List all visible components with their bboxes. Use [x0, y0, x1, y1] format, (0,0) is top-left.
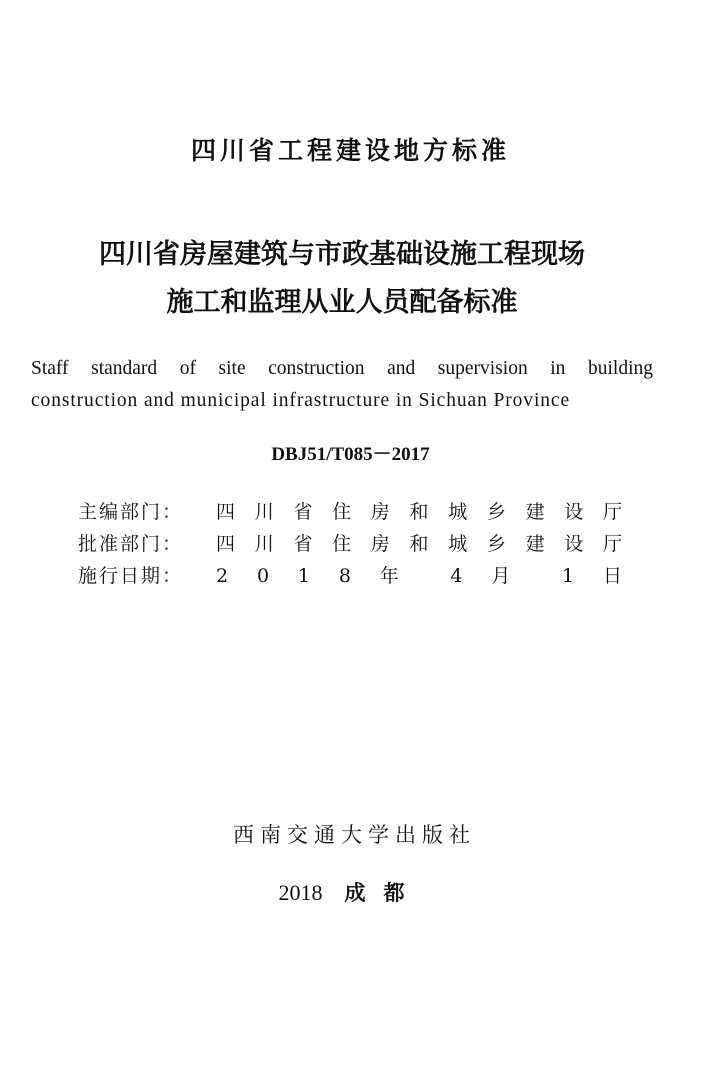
info-label: 施行日期：: [78, 565, 184, 587]
document-title-line-1: 四川省房屋建筑与市政基础设施工程现场: [99, 239, 585, 270]
info-value: 四 川 省 住 房 和 城 乡 建 设 厅: [216, 533, 622, 555]
series-title: 四川省工程建设地方标准: [190, 136, 510, 165]
document-title-line-2: 施工和监理从业人员配备标准: [166, 287, 518, 318]
publication-line: [0, 876, 701, 910]
publication-city: 成都: [344, 881, 423, 905]
publication-year: 2018: [278, 880, 323, 905]
english-title-line-2: construction and municipal infrastructure in Sichuan Province: [31, 390, 571, 411]
publisher-name: 西南交通大学出版社: [233, 823, 476, 847]
info-value: 四 川 省 住 房 和 城 乡 建 设 厅: [216, 501, 622, 523]
info-label: 主编部门：: [78, 501, 184, 523]
info-value: 2 0 1 8 年 4 月 1 日: [216, 565, 622, 587]
english-title-line-1: Staff standard of site construction and supervision in building: [31, 358, 653, 379]
standard-code: DBJ51/T085－2017: [271, 444, 430, 465]
info-label: 批准部门：: [78, 533, 184, 555]
